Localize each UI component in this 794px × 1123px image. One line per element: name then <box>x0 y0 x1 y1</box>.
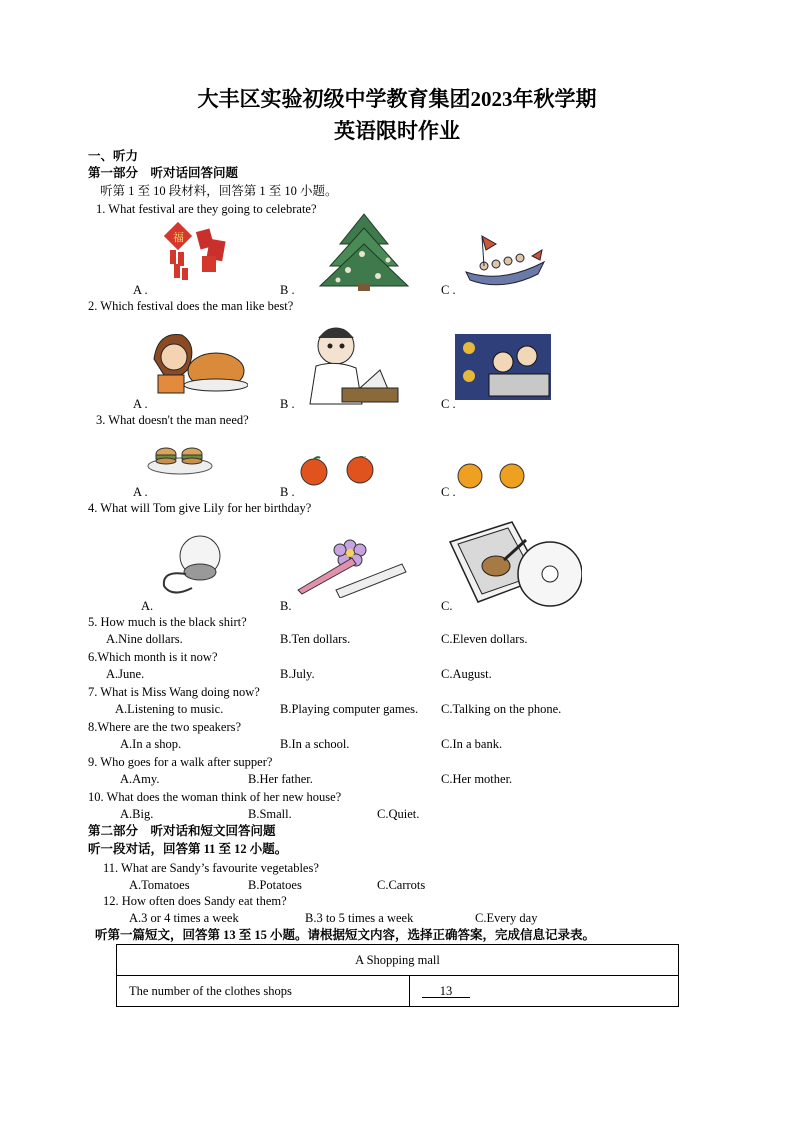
crystal-ball-icon <box>158 530 228 600</box>
q9-option-a: A.Amy. <box>120 772 160 786</box>
oranges-icon <box>454 462 530 490</box>
q12-option-b: B.3 to 5 times a week <box>305 911 414 925</box>
q7-option-b: B.Playing computer games. <box>280 702 419 716</box>
q4-option-c: C. <box>441 599 453 613</box>
q7-option-c: C.Talking on the phone. <box>441 702 562 716</box>
q9-option-c: C.Her mother. <box>441 772 513 786</box>
q4-option-a: A. <box>141 599 154 613</box>
q2-option-a: A . <box>133 397 148 411</box>
q6-option-c: C.August. <box>441 667 492 681</box>
q10-option-a: A.Big. <box>120 807 154 821</box>
q1-option-a: A . <box>133 283 148 297</box>
question-2: 2. Which festival does the man like best? <box>88 299 294 313</box>
q12-option-c: C.Every day <box>475 911 538 925</box>
page-subtitle: 英语限时作业 <box>334 119 460 143</box>
q2-option-b: B . <box>280 397 295 411</box>
q1-option-b: B . <box>280 283 295 297</box>
part2-heading: 第二部分 听对话和短文回答问题 <box>88 824 276 838</box>
hair-clips-icon <box>292 536 408 598</box>
q8-option-a: A.In a shop. <box>120 737 182 751</box>
christmas-tree-icon <box>318 210 410 292</box>
part2-instruction-2: 听第一篇短文，回答第 13 至 15 小题。请根据短文内容，选择正确答案，完成信息记录表。 <box>95 928 596 942</box>
question-5: 5. How much is the black shirt? <box>88 615 247 629</box>
info-record-table <box>116 944 679 1007</box>
q8-option-c: C.In a bank. <box>441 737 503 751</box>
question-3: 3. What doesn't the man need? <box>96 413 249 427</box>
question-8: 8.Where are the two speakers? <box>88 720 242 734</box>
q9-option-b: B.Her father. <box>248 772 313 786</box>
mooncake-icon <box>455 334 551 400</box>
q3-option-a: A . <box>133 485 148 499</box>
hamburgers-icon <box>146 440 214 476</box>
q7-option-a: A.Listening to music. <box>115 702 224 716</box>
question-4: 4. What will Tom give Lily for her birthday? <box>88 501 312 515</box>
question-12: 12. How often does Sandy eat them? <box>103 894 287 908</box>
svg-text:福: 福 <box>173 231 184 244</box>
q5-option-c: C.Eleven dollars. <box>441 632 528 646</box>
page-title: 大丰区实验初级中学教育集团2023年秋学期 <box>197 87 597 111</box>
q5-option-a: A.Nine dollars. <box>106 632 183 646</box>
q6-option-a: A.June. <box>106 667 145 681</box>
answer-blank-13[interactable]: 13 <box>422 985 470 998</box>
apples-icon <box>296 456 382 486</box>
q1-option-c: C . <box>441 283 456 297</box>
firecracker-icon <box>160 218 230 286</box>
q8-option-b: B.In a school. <box>280 737 350 751</box>
q6-option-b: B.July. <box>280 667 315 681</box>
dragon-boat-icon <box>462 226 548 288</box>
q11-option-c: C.Carrots <box>377 878 426 892</box>
section-heading: 一、听力 <box>88 149 139 163</box>
q3-option-c: C . <box>441 485 456 499</box>
q12-option-a: A.3 or 4 times a week <box>129 911 239 925</box>
table-row-answer-cell <box>410 976 679 1007</box>
question-9: 9. Who goes for a walk after supper? <box>88 755 273 769</box>
q5-option-b: B.Ten dollars. <box>280 632 351 646</box>
part2-instruction-1: 听一段对话，回答第 11 至 12 小题。 <box>88 842 288 856</box>
q4-option-b: B. <box>280 599 292 613</box>
q2-option-c: C . <box>441 397 456 411</box>
table-row-label: The number of the clothes shops <box>117 976 410 1007</box>
question-11: 11. What are Sandy’s favourite vegetables? <box>103 861 319 875</box>
question-10: 10. What does the woman think of her new house? <box>88 790 342 804</box>
turkey-icon <box>148 323 248 399</box>
part1-instruction: 听第 1 至 10 段材料，回答第 1 至 10 小题。 <box>100 184 338 198</box>
part1-heading: 第一部分 听对话回答问题 <box>88 166 239 180</box>
q11-option-a: A.Tomatoes <box>129 878 190 892</box>
table-title: A Shopping mall <box>117 945 679 976</box>
question-7: 7. What is Miss Wang doing now? <box>88 685 260 699</box>
q11-option-b: B.Potatoes <box>248 878 302 892</box>
q3-option-b: B . <box>280 485 295 499</box>
question-6: 6.Which month is it now? <box>88 650 218 664</box>
cd-icon <box>442 518 582 608</box>
q10-option-b: B.Small. <box>248 807 292 821</box>
q10-option-c: C.Quiet. <box>377 807 420 821</box>
question-1: 1. What festival are they going to celebrate? <box>96 202 317 216</box>
zongzi-icon <box>300 318 400 406</box>
